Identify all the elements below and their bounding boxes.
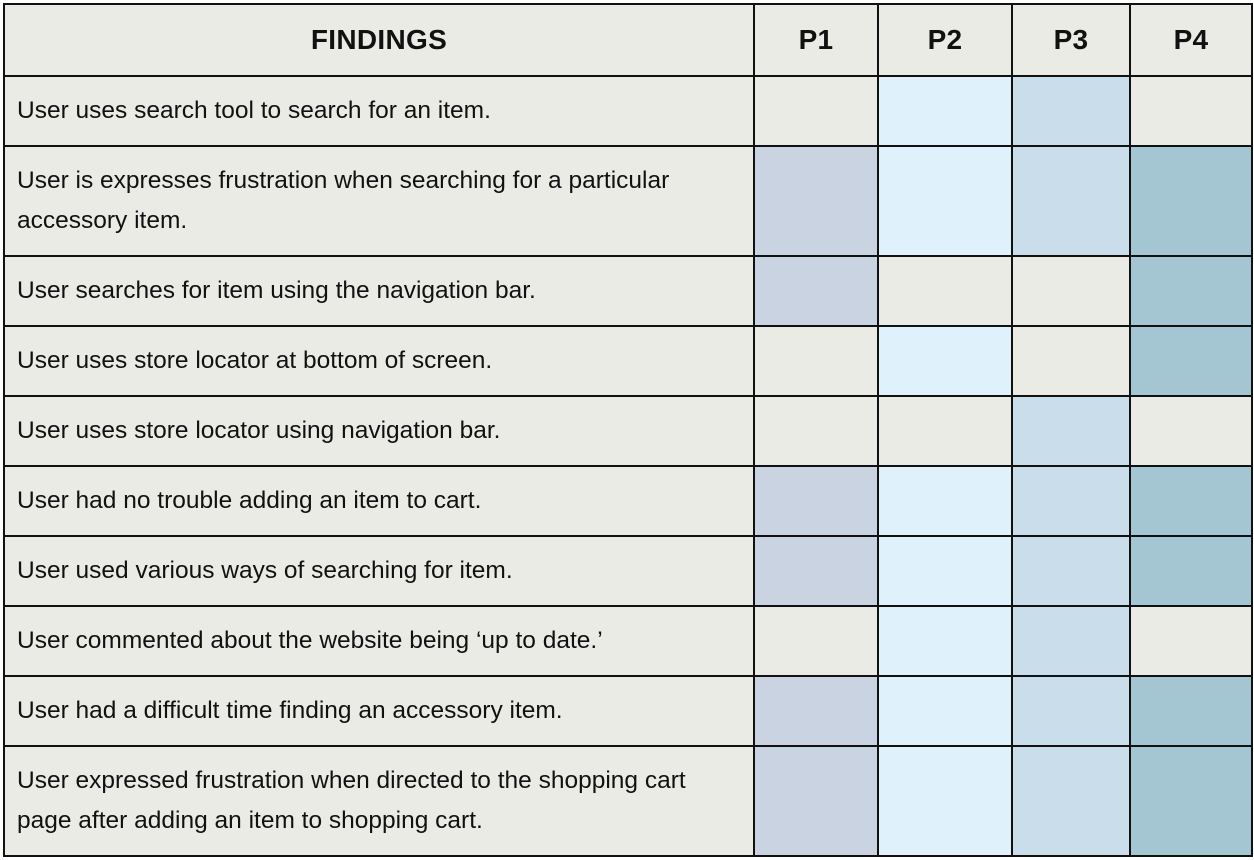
table-row — [4, 326, 1252, 396]
cell-p4 — [1130, 746, 1252, 856]
cell-p1 — [754, 146, 878, 256]
table-row — [4, 606, 1252, 676]
header-p2: P2 — [878, 4, 1012, 76]
cell-p3 — [1012, 76, 1130, 146]
cell-p2 — [878, 146, 1012, 256]
cell-p4 — [1130, 536, 1252, 606]
finding-text: User used various ways of searching for item. — [4, 536, 754, 606]
finding-text: User had a difficult time finding an accessory item. — [4, 676, 754, 746]
cell-p2 — [878, 536, 1012, 606]
cell-p1 — [754, 256, 878, 326]
cell-p4 — [1130, 466, 1252, 536]
table-row — [4, 676, 1252, 746]
cell-p2 — [878, 746, 1012, 856]
table-row — [4, 76, 1252, 146]
cell-p1 — [754, 536, 878, 606]
cell-p3 — [1012, 396, 1130, 466]
cell-p2 — [878, 466, 1012, 536]
cell-p2 — [878, 76, 1012, 146]
cell-p3 — [1012, 536, 1130, 606]
cell-p2 — [878, 326, 1012, 396]
cell-p2 — [878, 256, 1012, 326]
cell-p1 — [754, 746, 878, 856]
table-row — [4, 396, 1252, 466]
cell-p3 — [1012, 606, 1130, 676]
finding-text: User expressed frustration when directed to the shopping cart page after adding an item to shopping cart. — [4, 746, 754, 856]
cell-p4 — [1130, 606, 1252, 676]
cell-p1 — [754, 466, 878, 536]
cell-p1 — [754, 676, 878, 746]
cell-p4 — [1130, 326, 1252, 396]
cell-p4 — [1130, 676, 1252, 746]
cell-p2 — [878, 396, 1012, 466]
table-row — [4, 746, 1252, 856]
finding-text: User searches for item using the navigation bar. — [4, 256, 754, 326]
finding-text: User had no trouble adding an item to cart. — [4, 466, 754, 536]
finding-text: User uses search tool to search for an item. — [4, 76, 754, 146]
header-p3: P3 — [1012, 4, 1130, 76]
finding-text: User commented about the website being ‘up to date.’ — [4, 606, 754, 676]
table-row — [4, 466, 1252, 536]
cell-p3 — [1012, 256, 1130, 326]
table-row — [4, 256, 1252, 326]
table-row — [4, 536, 1252, 606]
cell-p2 — [878, 606, 1012, 676]
cell-p3 — [1012, 466, 1130, 536]
cell-p3 — [1012, 676, 1130, 746]
cell-p4 — [1130, 146, 1252, 256]
cell-p3 — [1012, 746, 1130, 856]
cell-p1 — [754, 606, 878, 676]
cell-p1 — [754, 326, 878, 396]
cell-p3 — [1012, 326, 1130, 396]
findings-table — [3, 3, 1253, 857]
cell-p1 — [754, 396, 878, 466]
cell-p4 — [1130, 76, 1252, 146]
header-row — [4, 4, 1252, 76]
cell-p4 — [1130, 256, 1252, 326]
header-findings: FINDINGS — [4, 4, 754, 76]
header-p4: P4 — [1130, 4, 1252, 76]
table-row — [4, 146, 1252, 256]
cell-p4 — [1130, 396, 1252, 466]
cell-p3 — [1012, 146, 1130, 256]
finding-text: User is expresses frustration when searching for a particular accessory item. — [4, 146, 754, 256]
cell-p1 — [754, 76, 878, 146]
header-p1: P1 — [754, 4, 878, 76]
cell-p2 — [878, 676, 1012, 746]
finding-text: User uses store locator using navigation bar. — [4, 396, 754, 466]
finding-text: User uses store locator at bottom of screen. — [4, 326, 754, 396]
